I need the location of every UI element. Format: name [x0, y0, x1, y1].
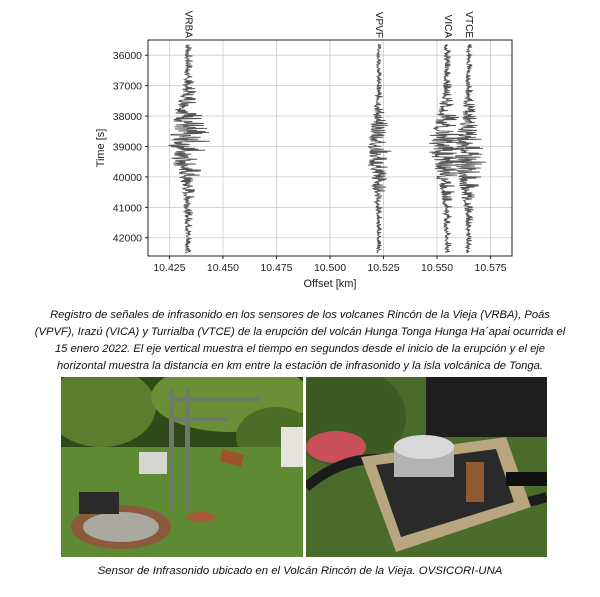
x-tick-label: 10.500	[313, 262, 347, 274]
waveform-vtce	[453, 45, 486, 253]
waveform-vpvf	[368, 45, 391, 253]
series-label-vtce: VTCE	[463, 11, 475, 38]
y-tick-label: 36000	[112, 50, 142, 63]
series-label-vpvf: VPVF	[373, 11, 385, 38]
x-tick-label: 10.475	[260, 262, 293, 274]
series-label-vica: VICA	[441, 14, 453, 38]
x-axis-label: Offset [km]	[303, 278, 357, 290]
y-tick-label: 42000	[112, 232, 142, 245]
figure-caption: Registro de señales de infrasonido en los sensores de los volcanes Rincón de la Vieja (VRBA), Poás (VPVF), Irazú (VICA) y Turrialba (VTCE) de la erupción del volcán Hunga Tonga Hunga Ha´apai ocurrida el 15 enero 2022. El eje vertical muestra el tiempo en segundos desde el inicio de la erupción y el eje horizontal muestra la distancia en km entre la estación de infrasonido y la isla volcánica de Tonga.	[34, 309, 566, 372]
x-tick-label: 10.450	[206, 262, 240, 274]
y-tick-label: 38000	[112, 111, 142, 124]
y-tick-label: 40000	[112, 171, 142, 184]
sensor-box-image	[306, 377, 547, 557]
photo-caption: Sensor de Infrasonido ubicado en el Volcán Rincón de la Vieja. OVSICORI-UNA	[97, 565, 503, 577]
sensor-site-photo	[61, 377, 303, 557]
y-tick-label: 39000	[112, 141, 142, 154]
x-tick-label: 10.425	[153, 262, 186, 274]
x-tick-label: 10.575	[474, 262, 507, 274]
y-tick-label: 41000	[112, 202, 142, 215]
sensor-site-image	[61, 377, 303, 557]
sensor-box-photo	[306, 377, 547, 557]
x-tick-label: 10.525	[367, 262, 400, 274]
y-tick-label: 37000	[112, 80, 142, 93]
waveform-vrba	[169, 45, 210, 253]
x-tick-label: 10.550	[420, 262, 454, 274]
y-axis-label: Time [s]	[95, 128, 107, 168]
series-label-vrba: VRBA	[182, 10, 194, 38]
